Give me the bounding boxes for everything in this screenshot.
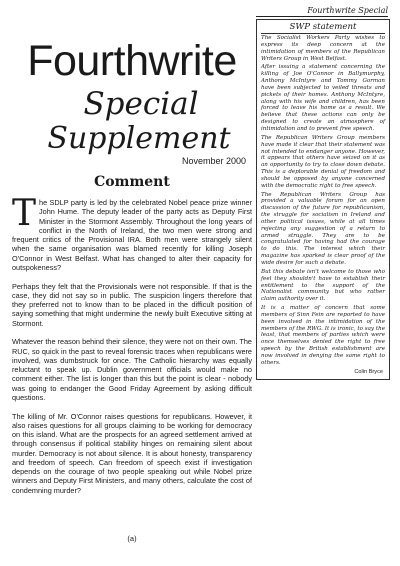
swp-paragraph-5: But this debate isn't welcome to those who feel they shouldn't have to establish their entitlement to the support of the Nationalist community but who rather claim authority over it. bbox=[261, 268, 385, 303]
swp-paragraph-4: The Republican Writers Group has provided a valuable forum for an open discussion of the future for republicanism, the struggle for socialism in Ireland and other political issues, while at all times rejecting any suggestion of a return to armed struggle. They are to be congratulated for having had the courage to do this. The interest which their magazine has sparked is clear proof of the wide desire for such a debate. bbox=[261, 191, 385, 266]
drop-cap: T bbox=[12, 193, 37, 234]
special-heading: Special bbox=[83, 86, 199, 122]
page-number: (a) bbox=[127, 534, 137, 543]
supplement-heading: Supplement bbox=[47, 121, 231, 156]
comment-paragraph-3: Whatever the reason behind their silence, they were not on their own. The RUC, so quick in the past to reveal forensic traces when republicans were involved, was dumbstruck for once. The Catholic hierarchy was equally reluctant to speak up. Dublin government officials would make no comment either. The list is longer than this but the point is clear - nobody was going to endanger the Good Friday Agreement by asking difficult questions. bbox=[12, 337, 252, 402]
swp-paragraph-3: The Republican Writers Group members have made it clear that their statement was not intended to endanger anyone. However, it appears that others have seized on it as an opportunity to try to close down debate. This is a deplorable denial of freedom and should be opposed by anyone concerned with the democratic right to free speech. bbox=[261, 134, 385, 189]
left-column bbox=[12, 20, 252, 543]
issue-date: November 2000 bbox=[181, 156, 246, 166]
comment-body bbox=[12, 193, 252, 495]
comment-paragraph-1: The SDLP party is led by the celebrated Nobel peace prize winner John Hume. The deputy leader of the party acts as Deputy First Minister in the Stormont Assembly. Throughout the long years of conflict in the North of Ireland, the two men were strong and frequent critics of the Provisional IRA. Both men were strangely silent when the same organisation was blamed recently for killing Joseph O'Connor in West Belfast. What has changed to alter their capacity for outspokeness? bbox=[12, 193, 252, 272]
masthead-title: Fourthwrite bbox=[27, 37, 237, 85]
swp-paragraph-2: After issuing a statement concerning the killing of Joe O'Connor in Ballymurphy, Anthony McIntyre and Tommy Gorman have been subjected to veiled threats and pickets of their homes. Anthony McIntyre, along with his wife and children, has been forced to leave his home as a result. We believe that these actions can only be designed to create an atmosphere of intimidation and to prevent free speech. bbox=[261, 64, 385, 132]
swp-statement-box bbox=[256, 19, 390, 380]
comment-paragraph-4: The killing of Mr. O'Connor raises questions for republicans. However, it also raises questions for all groups claiming to be working for democracy on this island. What are the prospects for an agreed settlement arrived at through consensus if political stability hinges on remaining silent about murder. Democracy is not about silence. It is about honesty, transparency and freedom of speech. Can freedom of speech exist if investigation depends on the courage of two people speaking out while Nobel prize winners and Deputy First Ministers, and many others, calculate the cost of condemning murder? bbox=[12, 411, 252, 495]
right-column bbox=[256, 6, 390, 380]
author-signature: Colin Bryce bbox=[354, 368, 383, 375]
swp-statement-title: SWP statement bbox=[261, 22, 385, 34]
comment-paragraph-2: Perhaps they felt that the Provisionals were not responsible. If that is the case, they did not say so in public. The suspicion lingers therefore that they preferred not to know than to be placed in the difficult position of saying something that might undermine the newly built Executive sitting at Stormont. bbox=[12, 281, 252, 328]
swp-paragraph-6: It is a matter of concern that some members of Sinn Fein are reported to have been involved in the intimidation of the members of the RWG. It is ironic, to say the least, that members of parties which were once themselves denied the right to free speech by the British establishment are now involved in denying the same right to others. bbox=[261, 305, 385, 366]
swp-paragraph-1: The Socialist Workers Party wishes to express its deep concern at the intimidation of members of the Republican Writers Group in West Belfast. bbox=[261, 35, 385, 62]
running-header: Fourthwrite Special bbox=[256, 6, 388, 17]
comment-heading: Comment bbox=[94, 174, 170, 190]
